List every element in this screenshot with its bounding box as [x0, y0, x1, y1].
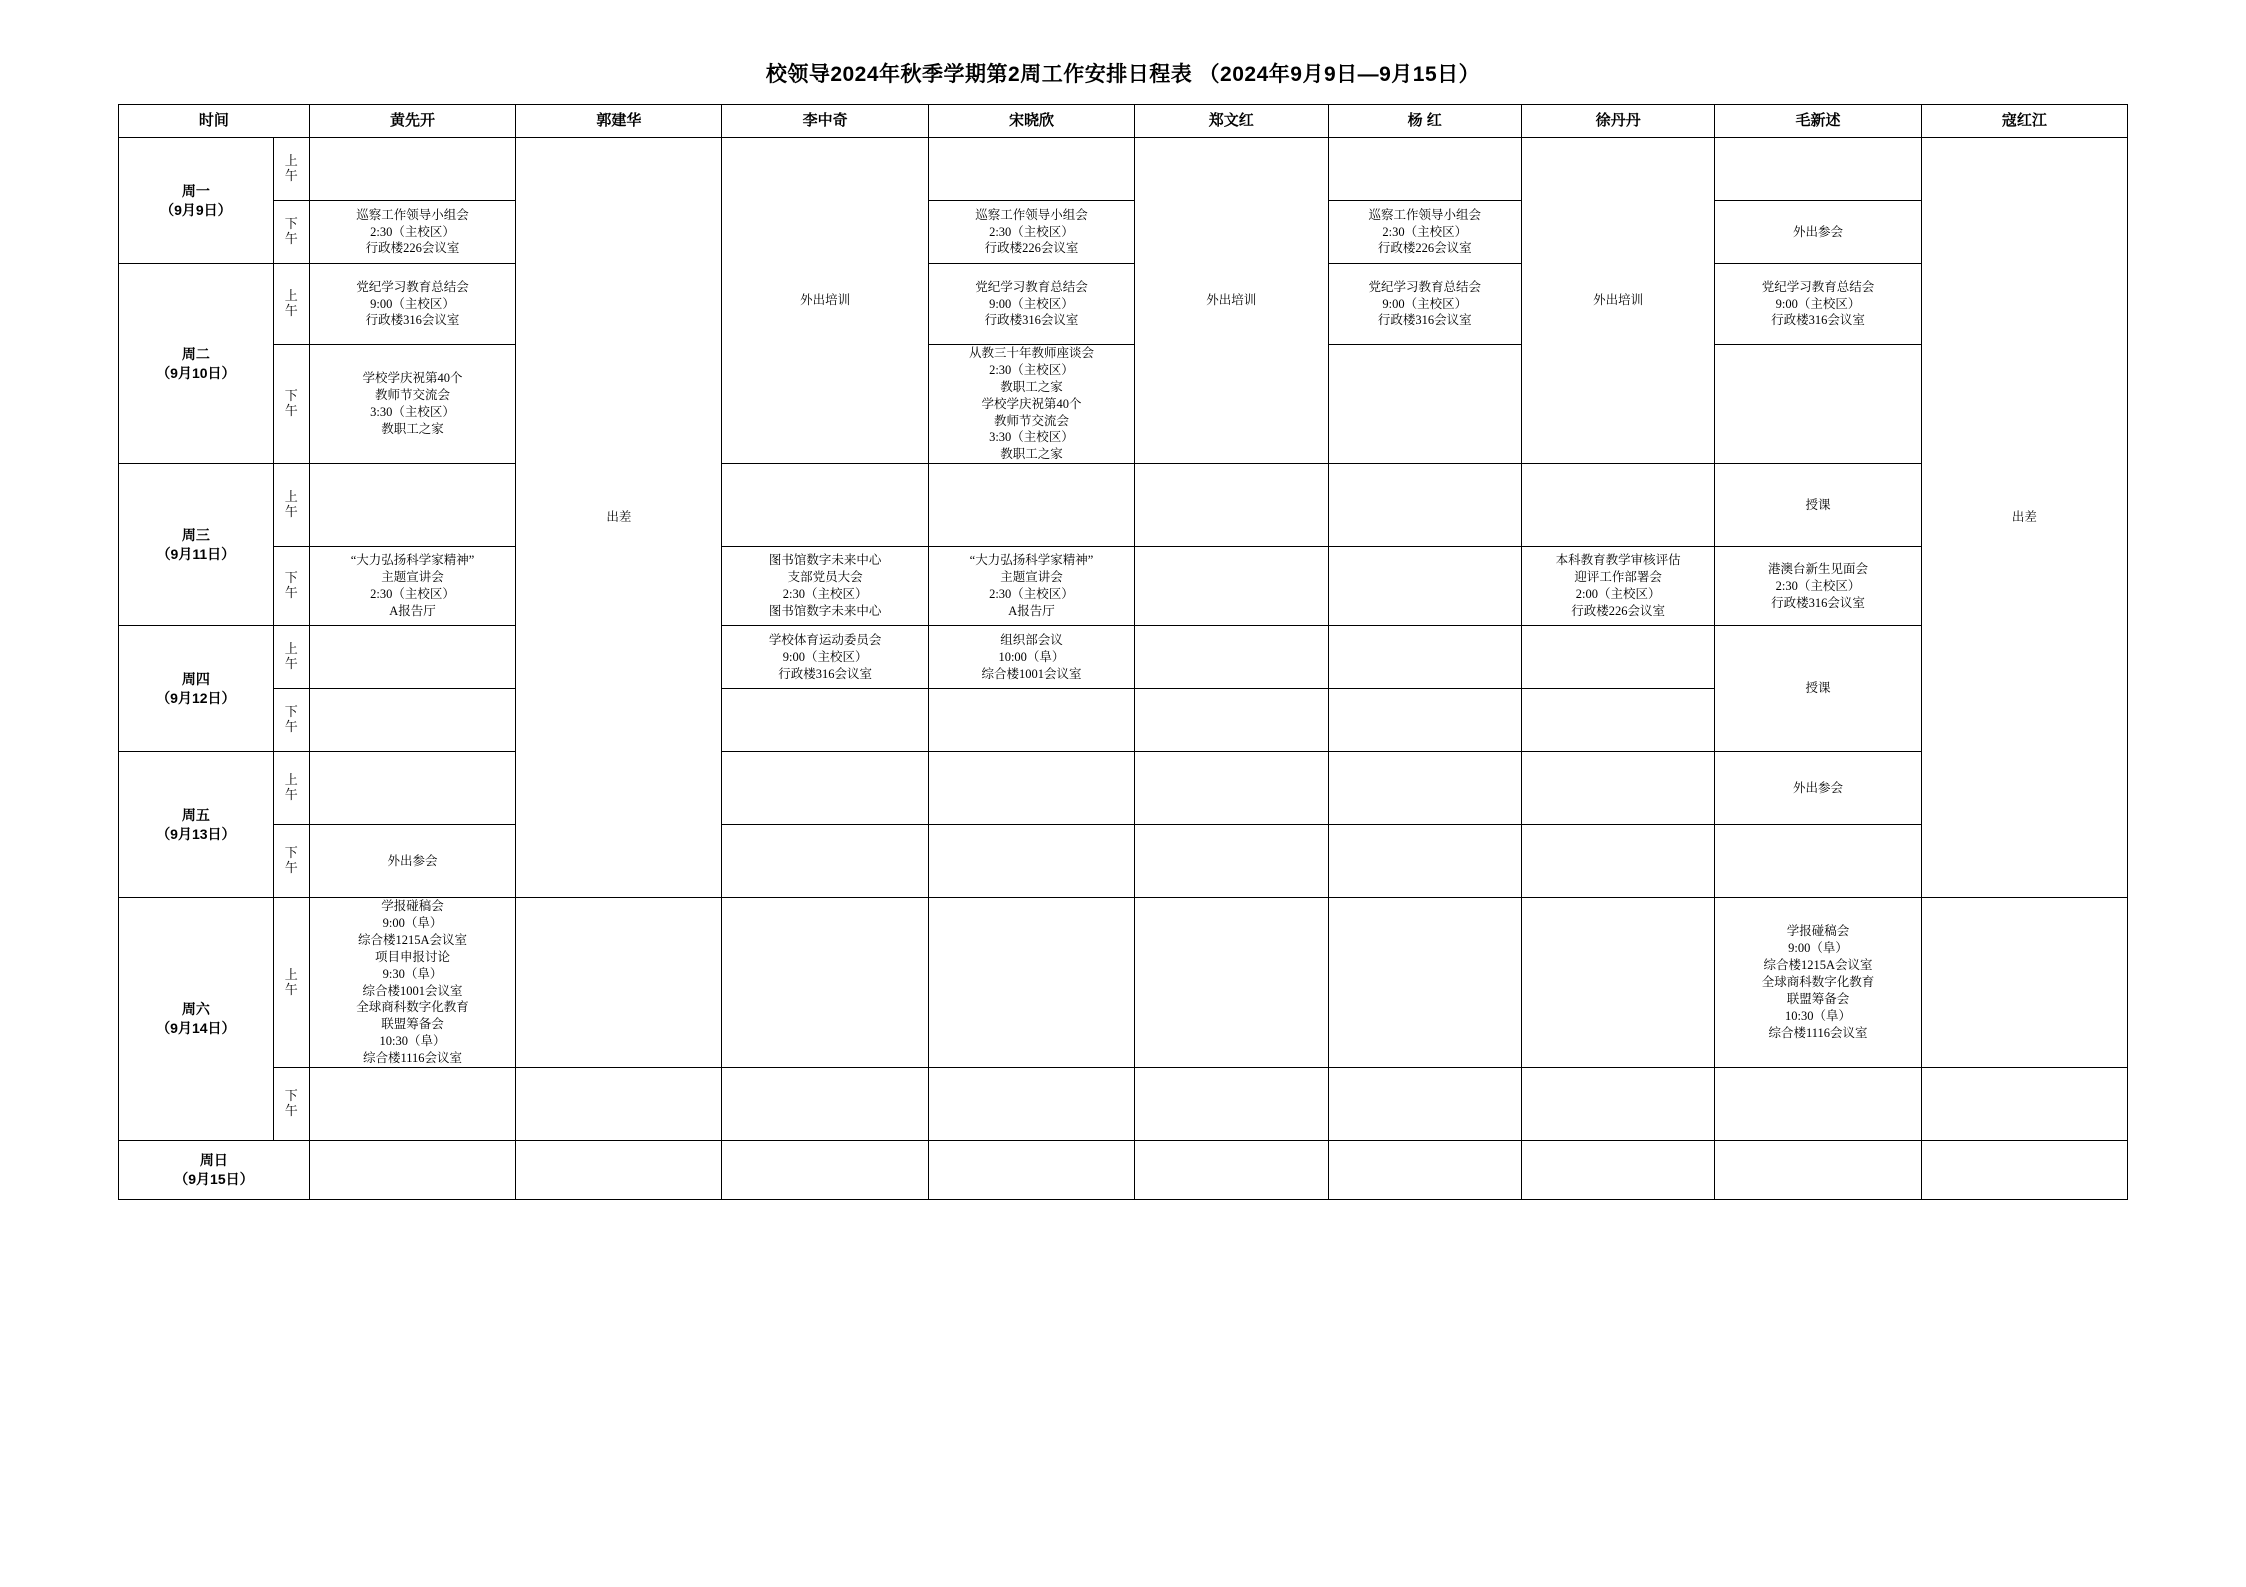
period-label: 上午: [284, 641, 298, 672]
header-person-6: 杨 红: [1328, 105, 1521, 138]
header-person-8: 毛新述: [1715, 105, 1921, 138]
entry-line: 外出培训: [1593, 293, 1644, 308]
period-am: [273, 752, 309, 825]
cell-zheng-training: [1135, 138, 1328, 464]
page-title: 校领导2024年秋季学期第2周工作安排日程表 （2024年9月9日—9月15日）: [765, 63, 1481, 86]
cell-sat-pm-li: [722, 1067, 928, 1140]
entry-line: 学校学庆祝第40个: [981, 396, 1082, 411]
cell-xu-training: [1521, 138, 1714, 464]
cell-thu-am-li: [722, 626, 928, 689]
cell-sat-am-zheng: [1135, 898, 1328, 1068]
entry-line: 全球商科数字化教育: [1761, 975, 1875, 990]
cell-sat-pm-huang: [309, 1067, 515, 1140]
entry-line: 2:30（主校区）: [1775, 578, 1861, 593]
entry-line: 党纪学习教育总结会: [1761, 279, 1875, 294]
table-row: [119, 752, 2128, 825]
cell-fri-am-zheng: [1135, 752, 1328, 825]
period-am: [273, 626, 309, 689]
cell-thu-pm-zheng: [1135, 689, 1328, 752]
entry-line: 组织部会议: [1000, 632, 1063, 647]
day-name: 周六: [181, 1001, 210, 1018]
cell-sun-kou: [1921, 1140, 2127, 1199]
day-name: 周三: [181, 526, 210, 543]
entry-line: 2:30（主校区）: [989, 587, 1074, 602]
cell-sun-xu: [1521, 1140, 1714, 1199]
table-row: [119, 201, 2128, 264]
cell-mon-pm-huang: [309, 201, 515, 264]
cell-tue-pm-huang: [309, 345, 515, 464]
cell-sun-guo: [516, 1140, 722, 1199]
period-pm: [273, 689, 309, 752]
cell-wed-am-song: [928, 464, 1134, 547]
table-header-row: [119, 105, 2128, 138]
cell-thu-am-huang: [309, 626, 515, 689]
header-person-3: 李中奇: [722, 105, 928, 138]
entry-line: 教师节交流会: [993, 413, 1069, 428]
cell-mon-am-huang: [309, 138, 515, 201]
cell-tue-pm-mao: [1715, 345, 1921, 464]
entry-line: 2:30（主校区）: [1382, 224, 1468, 239]
cell-sat-am-yang: [1328, 898, 1521, 1068]
entry-line: 外出参会: [1792, 224, 1843, 239]
entry-line: 图书馆数字未来中心: [768, 604, 882, 618]
entry-line: 巡察工作领导小组会: [975, 207, 1088, 222]
cell-wed-pm-yang: [1328, 547, 1521, 626]
table-row: [119, 264, 2128, 345]
entry-line: 2:30（主校区）: [782, 587, 868, 602]
cell-sat-pm-xu: [1521, 1067, 1714, 1140]
period-pm: [273, 547, 309, 626]
table-row: [119, 345, 2128, 464]
day-label-sunday: [119, 1140, 310, 1199]
day-date: （9月13日）: [156, 825, 236, 842]
entry-line: 2:30（主校区）: [370, 587, 455, 602]
cell-fri-pm-song: [928, 825, 1134, 898]
cell-kou-trip: [1921, 138, 2127, 898]
period-am: [273, 138, 309, 201]
entry-line: 外出参会: [1792, 780, 1843, 795]
entry-line: 学校体育运动委员会: [768, 632, 882, 647]
entry-line: 9:00（主校区）: [989, 296, 1074, 311]
cell-fri-pm-zheng: [1135, 825, 1328, 898]
period-label: 下午: [284, 1087, 298, 1118]
entry-line: 党纪学习教育总结会: [1368, 279, 1481, 294]
day-name: 周二: [181, 345, 210, 362]
cell-mon-pm-song: [928, 201, 1134, 264]
entry-line: 行政楼316会议室: [778, 666, 873, 681]
cell-fri-am-huang: [309, 752, 515, 825]
period-label: 上午: [284, 288, 298, 318]
entry-line: 授课: [1805, 681, 1831, 696]
cell-sun-mao: [1715, 1140, 1921, 1199]
cell-wed-pm-zheng: [1135, 547, 1328, 626]
header-person-4: 宋晓欣: [928, 105, 1134, 138]
entry-line: 从教三十年教师座谈会: [968, 346, 1094, 360]
cell-thu-am-song: [928, 626, 1134, 689]
entry-line: 9:00（主校区）: [1382, 296, 1468, 311]
cell-tue-pm-yang: [1328, 345, 1521, 464]
entry-line: 综合楼1215A会议室: [1763, 958, 1873, 973]
cell-sun-huang: [309, 1140, 515, 1199]
cell-wed-am-xu: [1521, 464, 1714, 547]
entry-line: “大力弘扬科学家精神”: [969, 553, 1094, 568]
entry-line: 巡察工作领导小组会: [356, 207, 469, 222]
cell-wed-am-huang: [309, 464, 515, 547]
cell-fri-pm-xu: [1521, 825, 1714, 898]
cell-sat-am-xu: [1521, 898, 1714, 1068]
cell-sat-pm-song: [928, 1067, 1134, 1140]
entry-line: 综合楼1116会议室: [1768, 1025, 1868, 1040]
period-label: 上午: [284, 489, 298, 520]
day-name: 周日: [199, 1151, 228, 1168]
entry-line: 9:00（主校区）: [370, 296, 455, 311]
cell-tue-am-song: [928, 264, 1134, 345]
entry-line: 巡察工作领导小组会: [1368, 207, 1481, 222]
entry-line: 项目申报讨论: [375, 949, 451, 964]
day-date: （9月12日）: [156, 689, 236, 706]
cell-mon-am-song: [928, 138, 1134, 201]
header-person-2: 郭建华: [516, 105, 722, 138]
entry-line: 党纪学习教育总结会: [975, 279, 1088, 294]
cell-thu-pm-yang: [1328, 689, 1521, 752]
cell-tue-am-mao: [1715, 264, 1921, 345]
entry-line: 党纪学习教育总结会: [356, 279, 469, 294]
table-row: [119, 1140, 2128, 1199]
entry-line: 10:30（阜）: [1784, 1008, 1851, 1023]
period-pm: [273, 345, 309, 464]
table-row: [119, 825, 2128, 898]
cell-fri-pm-li: [722, 825, 928, 898]
period-pm: [273, 825, 309, 898]
period-label: 下午: [284, 845, 298, 876]
cell-fri-am-yang: [1328, 752, 1521, 825]
cell-sat-pm-yang: [1328, 1067, 1521, 1140]
entry-line: 行政楼226会议室: [984, 241, 1079, 256]
cell-sun-zheng: [1135, 1140, 1328, 1199]
entry-line: 行政楼316会议室: [984, 313, 1079, 328]
cell-wed-am-li: [722, 464, 928, 547]
entry-line: 10:30（阜）: [379, 1034, 446, 1049]
cell-mon-am-yang: [1328, 138, 1521, 201]
cell-li-training: [722, 138, 928, 464]
entry-line: 联盟筹备会: [381, 1017, 444, 1032]
entry-line: 支部党员大会: [787, 570, 863, 585]
header-time: 时间: [119, 105, 310, 138]
period-am: [273, 464, 309, 547]
cell-sat-am-huang: [309, 898, 515, 1068]
table-row: [119, 547, 2128, 626]
header-person-1: 黄先开: [309, 105, 515, 138]
entry-line: 综合楼1001会议室: [981, 666, 1082, 681]
entry-line: 行政楼316会议室: [365, 313, 460, 328]
cell-tue-am-huang: [309, 264, 515, 345]
day-date: （9月14日）: [156, 1020, 236, 1036]
cell-thu-am-zheng: [1135, 626, 1328, 689]
cell-sun-yang: [1328, 1140, 1521, 1199]
entry-line: 行政楼316会议室: [1771, 595, 1865, 610]
entry-line: 外出参会: [387, 853, 438, 868]
day-date: （9月11日）: [156, 545, 236, 562]
period-label: 下午: [284, 570, 298, 601]
entry-line: “大力弘扬科学家精神”: [350, 553, 475, 568]
cell-wed-am-yang: [1328, 464, 1521, 547]
entry-line: 外出培训: [1206, 293, 1257, 308]
entry-line: 出差: [2011, 510, 2037, 525]
cell-guo-trip: [516, 138, 722, 898]
entry-line: 主题宣讲会: [381, 570, 444, 585]
table-row: [119, 626, 2128, 689]
entry-line: 本科教育教学审核评估: [1555, 553, 1681, 568]
entry-line: 3:30（主校区）: [989, 430, 1074, 445]
entry-line: 综合楼1116会议室: [362, 1051, 463, 1065]
cell-mon-pm-yang: [1328, 201, 1521, 264]
entry-line: 2:30（主校区）: [989, 362, 1074, 377]
cell-wed-pm-xu: [1521, 547, 1714, 626]
cell-thu-pm-xu: [1521, 689, 1714, 752]
period-pm: [273, 201, 309, 264]
period-label: 下午: [284, 216, 298, 246]
entry-line: 授课: [1805, 497, 1831, 512]
entry-line: 9:00（主校区）: [782, 649, 868, 664]
entry-line: 图书馆数字未来中心: [768, 553, 882, 568]
cell-fri-pm-yang: [1328, 825, 1521, 898]
cell-sat-am-guo: [516, 898, 722, 1068]
entry-line: 出差: [606, 510, 632, 525]
cell-mon-am-mao: [1715, 138, 1921, 201]
cell-fri-am-xu: [1521, 752, 1714, 825]
cell-sat-pm-mao: [1715, 1067, 1921, 1140]
entry-line: A报告厅: [1008, 604, 1055, 618]
day-date: （9月10日）: [156, 364, 236, 381]
cell-sat-pm-kou: [1921, 1067, 2127, 1140]
entry-line: 学报碰稿会: [381, 899, 444, 914]
entry-line: 行政楼226会议室: [1571, 604, 1665, 618]
cell-thu-pm-huang: [309, 689, 515, 752]
entry-line: A报告厅: [389, 604, 436, 618]
cell-fri-am-mao: [1715, 752, 1921, 825]
entry-line: 全球商科数字化教育: [356, 1000, 469, 1015]
table-row: [119, 1067, 2128, 1140]
cell-fri-am-song: [928, 752, 1134, 825]
entry-line: 教职工之家: [1000, 447, 1063, 462]
entry-line: 3:30（主校区）: [370, 405, 455, 420]
cell-sat-am-song: [928, 898, 1134, 1068]
schedule-table: [118, 104, 2128, 1200]
header-person-9: 寇红江: [1921, 105, 2127, 138]
entry-line: 迎评工作部署会: [1574, 570, 1662, 585]
header-person-7: 徐丹丹: [1521, 105, 1714, 138]
entry-line: 2:30（主校区）: [370, 224, 455, 239]
table-row: [119, 138, 2128, 201]
cell-fri-pm-mao: [1715, 825, 1921, 898]
entry-line: 2:30（主校区）: [989, 224, 1074, 239]
entry-line: 联盟筹备会: [1786, 991, 1850, 1006]
day-label-thursday: [119, 626, 274, 752]
cell-tue-pm-song: [928, 345, 1134, 464]
day-label-wednesday: [119, 464, 274, 626]
period-label: 下午: [284, 704, 298, 735]
entry-line: 9:30（阜）: [382, 966, 443, 981]
cell-thu-pm-song: [928, 689, 1134, 752]
day-date: （9月9日）: [160, 201, 232, 218]
entry-line: 9:00（阜）: [382, 916, 443, 930]
cell-sat-pm-zheng: [1135, 1067, 1328, 1140]
day-label-tuesday: [119, 264, 274, 464]
period-am: [273, 264, 309, 345]
entry-line: 行政楼316会议室: [1771, 313, 1865, 328]
cell-thu-am-yang: [1328, 626, 1521, 689]
period-label: 下午: [284, 388, 298, 419]
entry-line: 9:00（主校区）: [1775, 296, 1861, 311]
cell-fri-pm-huang: [309, 825, 515, 898]
day-label-friday: [119, 752, 274, 898]
cell-sun-song: [928, 1140, 1134, 1199]
day-date: （9月15日）: [174, 1170, 254, 1187]
entry-line: 港澳台新生见面会: [1767, 561, 1868, 576]
cell-tue-am-yang: [1328, 264, 1521, 345]
cell-sun-li: [722, 1140, 928, 1199]
entry-line: 主题宣讲会: [1000, 570, 1063, 585]
day-name: 周一: [181, 182, 210, 199]
period-label: 上午: [284, 153, 298, 183]
entry-line: 10:00（阜）: [998, 649, 1065, 664]
entry-line: 教职工之家: [1000, 379, 1063, 394]
entry-line: 9:00（阜）: [1788, 941, 1848, 956]
entry-line: 教职工之家: [381, 421, 444, 436]
cell-thu-pm-li: [722, 689, 928, 752]
cell-wed-am-mao: [1715, 464, 1921, 547]
table-row: [119, 464, 2128, 547]
entry-line: 教师节交流会: [375, 388, 451, 403]
cell-sat-pm-guo: [516, 1067, 722, 1140]
cell-sat-am-kou: [1921, 898, 2127, 1068]
entry-line: 综合楼1215A会议室: [358, 932, 468, 947]
entry-line: 行政楼226会议室: [1377, 241, 1472, 256]
cell-thu-mao: [1715, 626, 1921, 752]
cell-sat-am-mao: [1715, 898, 1921, 1068]
entry-line: 外出培训: [800, 293, 851, 308]
day-name: 周四: [181, 670, 210, 687]
cell-wed-pm-mao: [1715, 547, 1921, 626]
cell-wed-pm-li: [722, 547, 928, 626]
cell-wed-am-zheng: [1135, 464, 1328, 547]
entry-line: 综合楼1001会议室: [362, 983, 463, 998]
header-person-5: 郑文红: [1135, 105, 1328, 138]
table-row: [119, 898, 2128, 1068]
period-label: 上午: [284, 966, 298, 997]
entry-line: 行政楼316会议室: [1377, 313, 1472, 328]
entry-line: 行政楼226会议室: [365, 241, 460, 256]
period-pm: [273, 1067, 309, 1140]
cell-mon-pm-mao: [1715, 201, 1921, 264]
entry-line: 学校学庆祝第40个: [362, 371, 463, 386]
cell-thu-am-xu: [1521, 626, 1714, 689]
day-label-monday: [119, 138, 274, 264]
day-name: 周五: [181, 806, 210, 823]
cell-fri-am-li: [722, 752, 928, 825]
entry-line: 2:00（主校区）: [1575, 587, 1661, 602]
cell-wed-pm-huang: [309, 547, 515, 626]
day-label-saturday: [119, 898, 274, 1141]
entry-line: 学报碰稿会: [1786, 924, 1850, 939]
cell-sat-am-li: [722, 898, 928, 1068]
period-am: [273, 898, 309, 1068]
period-label: 上午: [284, 772, 298, 803]
cell-wed-pm-song: [928, 547, 1134, 626]
